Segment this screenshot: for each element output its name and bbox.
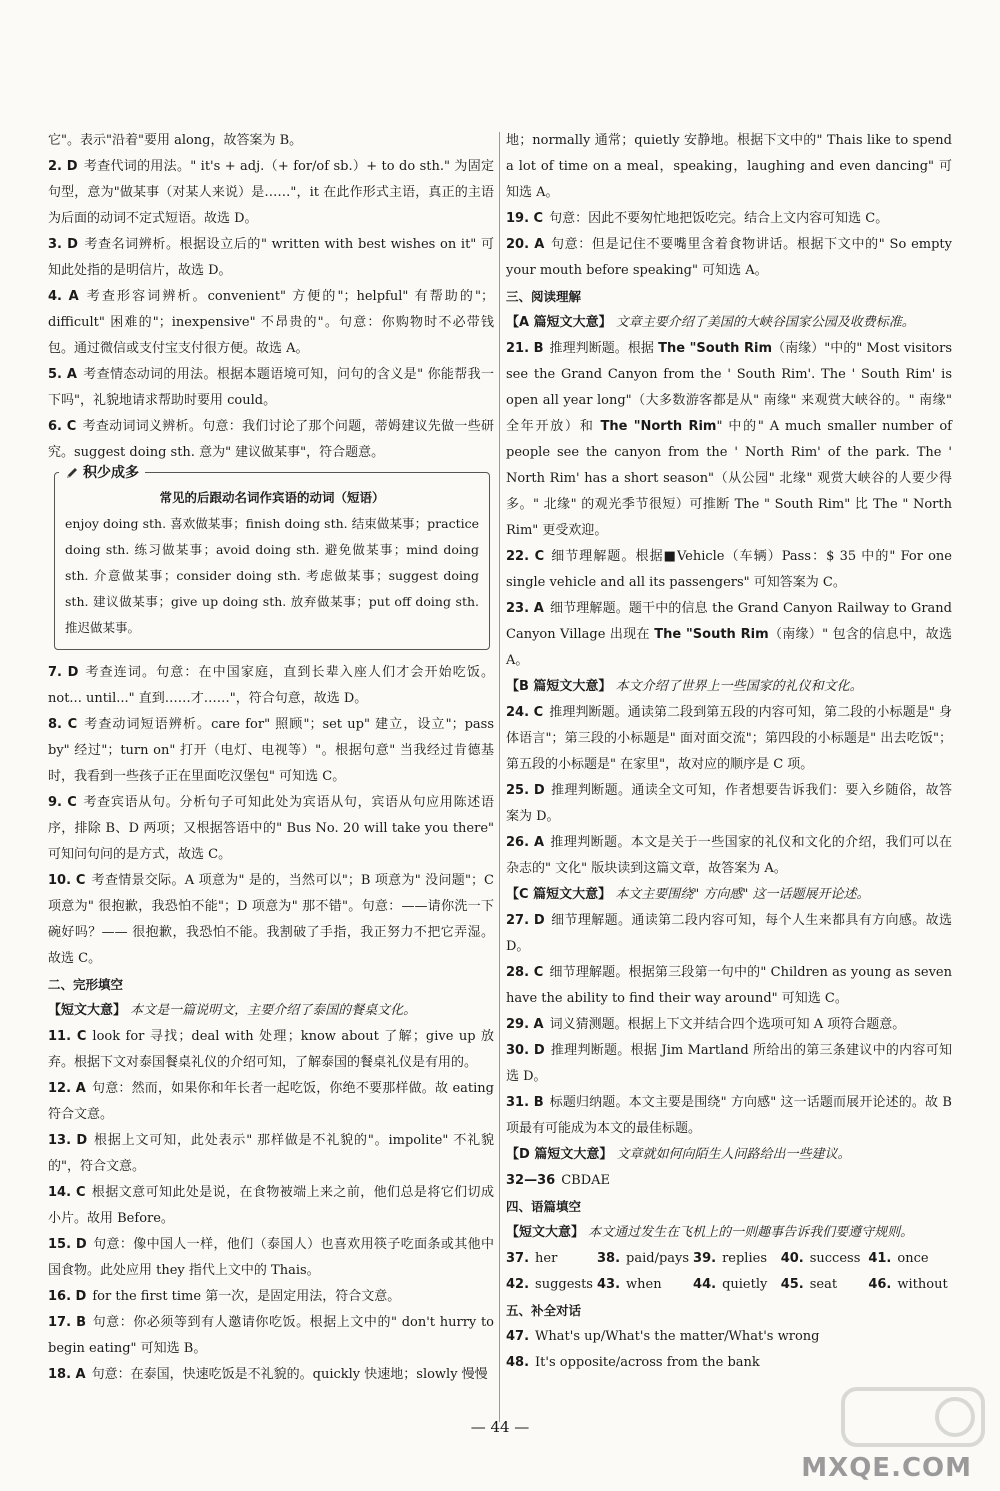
- answer-item: 19. C 句意：因此不要匆忙地把饭吃完。结合上文内容可知选 C。: [506, 211, 889, 226]
- tip-title: 常见的后跟动名词作宾语的动词（短语）: [159, 490, 385, 505]
- passage-summary: 【短文大意】 本文是一篇说明文，主要介绍了泰国的餐桌文化。: [48, 1003, 417, 1018]
- answer-item: 28. C 细节理解题。根据第三段第一句中的" Children as young as seven have the ability to find their way around" 可知选 C。: [506, 965, 952, 1006]
- answer-item: 7. D 考查连词。句意：在中国家庭，直到长辈入座人们才会开始吃饭。not... until..." 直到……才……"，符合句意，故选 D。: [48, 665, 494, 706]
- fill-in-answers: [506, 1246, 952, 1298]
- tip-box: [54, 465, 490, 650]
- answer-item: 3. D 考查名词辨析。根据设立后的" written with best wishes on it" 可知此处指的是明信片，故选 D。: [48, 237, 494, 278]
- grid-answer: 40. success: [780, 1251, 861, 1266]
- answer-item: 29. A 词义猜测题。根据上下文并结合四个选项可知 A 项符合题意。: [506, 1017, 906, 1032]
- answer-item: 48. It's opposite/across from the bank: [506, 1355, 760, 1370]
- answer-item: 10. C 考查情景交际。A 项意为" 是的，当然可以"；B 项意为" 没问题"；C 项意为" 很抱歉，我恐怕不能"；D 项意为" 那不错"。句意：——请你洗一下碗好吗？—— 很抱歉，我恐怕不能。我割破了手指，我正努力不把它弄湿。故选 C。: [48, 873, 494, 966]
- answer-item: 22. C 细节理解题。根据■Vehicle（车辆）Pass：$ 35 中的" For one single vehicle and all its passengers" 可知答案为 C。: [506, 549, 952, 590]
- grid-answer: 41. once: [868, 1251, 929, 1266]
- answer-item: 17. B 句意：你必须等到有人邀请你吃饭。根据上文中的" don't hurry to begin eating" 可知选 B。: [48, 1315, 494, 1356]
- grid-answer: 45. seat: [780, 1277, 838, 1292]
- answer-item: 14. C 根据文意可知此处是说，在食物被端上来之前，他们总是将它们切成小片。故用 Before。: [48, 1185, 494, 1226]
- tip-body: enjoy doing sth. 喜欢做某事；finish doing sth. 结束做某事；practice doing sth. 练习做某事；avoid doing sth. 避免做某事；mind doing sth. 介意做某事；consider doing sth. 考虑做某事；suggest doing sth. 建议做某事；give up doing sth. 放弃做某事；put off doing sth. 推迟做某事。: [65, 516, 479, 635]
- answer-page: [48, 128, 952, 1418]
- passage-summary: 【短文大意】 本文通过发生在飞机上的一则趣事告诉我们要遵守规则。: [506, 1225, 914, 1240]
- grid-answer: 43. when: [596, 1277, 662, 1292]
- left-column: [48, 128, 494, 1388]
- passage-summary: 【C 篇短文大意】 本文主要围绕" 方向感" 这一话题展开论述。: [506, 887, 870, 902]
- answer-continuation: 它"。表示"沿着"要用 along，故答案为 B。: [48, 133, 303, 148]
- answer-item: 32—36 CBDAE: [506, 1173, 610, 1188]
- answer-item: 9. C 考查宾语从句。分析句子可知此处为宾语从句，宾语从句应用陈述语序，排除 B、D 两项；又根据答语中的" Bus No. 20 will take you there" 可知问句问的是方式，故选 C。: [48, 795, 494, 862]
- answer-item: 15. D 句意：像中国人一样，他们（泰国人）也喜欢用筷子吃面条或其他中国食物。此处应用 they 指代上文中的 Thais。: [48, 1237, 494, 1278]
- answer-item: 25. D 推理判断题。通读全文可知，作者想要告诉我们：要入乡随俗，故答案为 D。: [506, 783, 952, 824]
- section-heading: 三、阅读理解: [506, 289, 582, 304]
- right-column: [506, 128, 952, 1376]
- passage-summary: 【A 篇短文大意】 文章主要介绍了美国的大峡谷国家公园及收费标准。: [506, 315, 915, 330]
- answer-item: 16. D for the first time 第一次，是固定用法，符合文意。: [48, 1289, 401, 1304]
- watermark-text: MXQE.COM: [801, 1453, 972, 1483]
- passage-summary: 【B 篇短文大意】 本文介绍了世界上一些国家的礼仪和文化。: [506, 679, 863, 694]
- answer-item: 27. D 细节理解题。通读第二段内容可知，每个人生来都具有方向感。故选 D。: [506, 913, 952, 954]
- answer-item: 2. D 考查代词的用法。" it's + adj.（+ for/of sb.）+ to do sth." 为固定句型，意为"做某事（对某人来说）是……"，it 在此作形式主语，真正的主语为后面的动词不定式短语。故选 D。: [48, 159, 494, 226]
- answer-item: 23. A 细节理解题。题干中的信息 the Grand Canyon Railway to Grand Canyon Village 出现在 The "South Rim（南缘）" 包含的信息中，故选 A。: [506, 601, 952, 668]
- grid-answer: 37. her: [506, 1251, 558, 1266]
- answer-item: 5. A 考查情态动词的用法。根据本题语境可知，问句的含义是" 你能帮我一下吗"，礼貌地请求帮助时要用 could。: [48, 367, 494, 408]
- answer-item: 20. A 句意：但是记住不要嘴里含着食物讲话。根据下文中的" So empty your mouth before speaking" 可知选 A。: [506, 237, 952, 278]
- answer-item: 31. B 标题归纳题。本文主要是围绕" 方向感" 这一话题而展开论述的。故 B 项最有可能成为本文的最佳标题。: [506, 1095, 952, 1136]
- section-heading: 二、完形填空: [48, 977, 124, 992]
- answer-item: 8. C 考查动词短语辨析。care for" 照顾"；set up" 建立，设立"；pass by" 经过"；turn on" 打开（电灯、电视等）"。根据句意" 当我经过肯德基时，我看到一些孩子正在里面吃汉堡包" 可知选 C。: [48, 717, 495, 784]
- answer-item: 4. A 考查形容词辨析。convenient" 方便的"；helpful" 有帮助的"；difficult" 困难的"；inexpensive" 不昂贵的"。句意：你购物时不必带钱包。通过微信或支付宝支付很方便。故选 A。: [48, 289, 494, 356]
- grid-answer: 42. suggests: [506, 1277, 593, 1292]
- section-heading: 五、补全对话: [506, 1303, 582, 1318]
- grid-answer: 39. replies: [693, 1251, 767, 1266]
- answer-item: 30. D 推理判断题。根据 Jim Martland 所给出的第三条建议中的内容可知选 D。: [506, 1043, 952, 1084]
- answer-item: 47. What's up/What's the matter/What's wrong: [506, 1329, 820, 1344]
- grid-answer: 44. quietly: [693, 1277, 768, 1292]
- answer-item: 21. B 推理判断题。根据 The "South Rim（南缘）"中的" Most visitors see the Grand Canyon from the ' South Rim'. The ' South Rim' is open all year long"（大多数游客都是从" 南缘" 来观赏大峡谷的。" 南缘" 全年开放）和 The "North Rim" 中的" A much smaller number of people see the canyon from the ' North Rim' of the park. The ' North Rim' has a short season"（从公园" 北缘" 观赏大峡谷的人要少得多。" 北缘" 的观光季节很短）可推断 The " South Rim" 比 The " North Rim" 更受欢迎。: [506, 341, 953, 538]
- section-heading: 四、语篇填空: [506, 1199, 582, 1214]
- answer-item: 26. A 推理判断题。本文是关于一些国家的礼仪和文化的介绍，我们可以在杂志的" 文化" 版块读到这篇文章，故答案为 A。: [506, 835, 952, 876]
- grid-answer: 38. paid/pays: [596, 1251, 690, 1266]
- answer-item: 18. A 句意：在泰国，快速吃饭是不礼貌的。quickly 快速地；slowly 慢慢: [48, 1367, 488, 1382]
- page-number: — 44 —: [470, 1418, 530, 1436]
- tip-badge: 积少成多: [59, 460, 145, 486]
- answer-continuation: 地；normally 通常；quietly 安静地。根据下文中的" Thais like to spend a lot of time on a meal，speaking，laughing and even dancing" 可知选 A。: [506, 133, 952, 200]
- answer-item: 6. C 考查动词词义辨析。句意：我们讨论了那个问题，蒂姆建议先做一些研究。suggest doing sth. 意为" 建议做某事"，符合题意。: [48, 419, 494, 460]
- passage-summary: 【D 篇短文大意】 文章就如何向陌生人问路给出一些建议。: [506, 1147, 851, 1162]
- pencil-icon: [65, 466, 79, 480]
- answer-item: 11. C look for 寻找；deal with 处理；know about 了解；give up 放弃。根据下文对泰国餐桌礼仪的介绍可知，了解泰国的餐桌礼仪是有用的。: [48, 1029, 494, 1070]
- answer-item: 12. A 句意：然而，如果你和年长者一起吃饭，你绝不要那样做。故 eating 符合文意。: [48, 1081, 494, 1122]
- grid-answer: 46. without: [868, 1277, 948, 1292]
- answer-item: 24. C 推理判断题。通读第二段到第五段的内容可知，第二段的小标题是" 身体语言"；第三段的小标题是" 面对面交流"；第四段的小标题是" 出去吃饭"；第五段的小标题是" 在家里"，故对应的顺序是 C 项。: [506, 705, 952, 772]
- tip-box-header: [59, 461, 479, 485]
- column-divider: [499, 132, 500, 1422]
- answer-item: 13. D 根据上文可知，此处表示" 那样做是不礼貌的"。impolite" 不礼貌的"，符合文意。: [48, 1133, 494, 1174]
